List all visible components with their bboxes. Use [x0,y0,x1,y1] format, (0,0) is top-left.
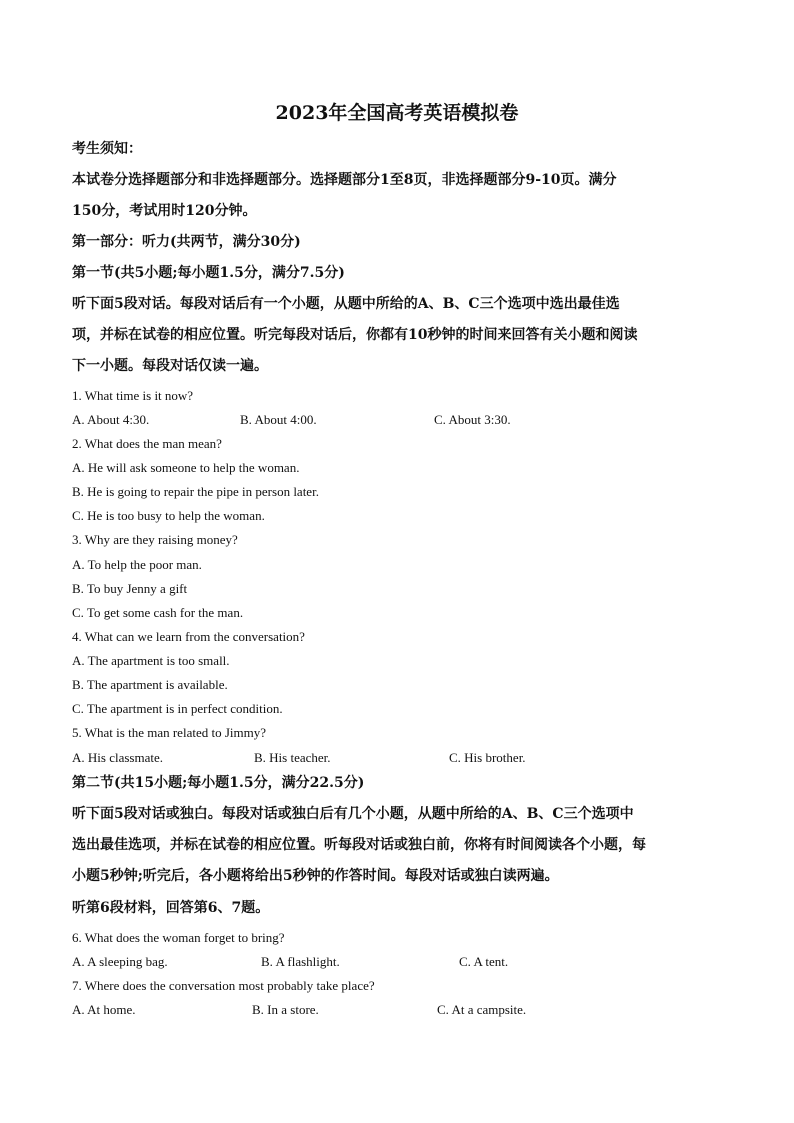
question-4-option-a: A. The apartment is too small. [72,653,230,668]
notice-line-1: 本试卷分选择题部分和非选择题部分。选择题部分1至8页，非选择题部分9-10页。满分 [72,172,617,188]
question-7-option-b: B. In a store. [252,1002,319,1017]
material-6-heading: 听第6段材料，回答第6、7题。 [72,900,270,916]
question-6-option-c: C. A tent. [459,954,509,969]
section2-instruction-2: 选出最佳选项，并标在试卷的相应位置。听每段对话或独白前，你将有时间阅读各个小题，每 [72,837,646,853]
question-3-option-c: C. To get some cash for the man. [72,605,244,620]
question-1-option-a: A. About 4:30. [72,412,150,427]
question-5-option-b: B. His teacher. [254,750,331,765]
question-3-stem: 3. Why are they raising money? [72,532,238,547]
notice-heading: 考生须知： [72,141,142,157]
question-2-option-b: B. He is going to repair the pipe in person later. [72,484,319,499]
section2-heading: 第二节(共15小题;每小题1.5分，满分22.5分) [72,775,365,791]
question-1-option-b: B. About 4:00. [240,412,317,427]
question-4-option-b: B. The apartment is available. [72,677,228,692]
question-6-option-b: B. A flashlight. [261,954,340,969]
question-6-option-a: A. A sleeping bag. [72,954,168,969]
question-2-option-a: A. He will ask someone to help the woman. [72,460,300,475]
part1-heading: 第一部分：听力(共两节，满分30分) [72,234,301,250]
question-3-option-b: B. To buy Jenny a gift [72,581,188,596]
question-7-option-a: A. At home. [72,1002,136,1017]
section1-heading: 第一节(共5小题;每小题1.5分，满分7.5分) [72,265,345,281]
question-1-option-c: C. About 3:30. [434,412,511,427]
question-5-option-c: C. His brother. [449,750,526,765]
section2-instruction-1: 听下面5段对话或独白。每段对话或独白后有几个小题，从题中所给的A、B、C三个选项中 [72,806,634,822]
question-3-option-a: A. To help the poor man. [72,557,202,572]
question-7-option-c: C. At a campsite. [437,1002,527,1017]
notice-line-2: 150分，考试用时120分钟。 [72,203,257,219]
question-2-stem: 2. What does the man mean? [72,436,222,451]
section1-instruction-1: 听下面5段对话。每段对话后有一个小题，从题中所给的A、B、C三个选项中选出最佳选 [72,296,620,312]
question-4-stem: 4. What can we learn from the conversation? [72,629,305,644]
question-5-stem: 5. What is the man related to Jimmy? [72,725,266,740]
question-1-stem: 1. What time is it now? [72,388,194,403]
question-2-option-c: C. He is too busy to help the woman. [72,508,265,523]
question-6-stem: 6. What does the woman forget to bring? [72,930,285,945]
exam-title: 2023年全国高考英语模拟卷 [275,102,519,124]
section1-instruction-3: 下一小题。每段对话仅读一遍。 [72,358,268,374]
section2-instruction-3: 小题5秒钟;听完后，各小题将给出5秒钟的作答时间。每段对话或独白读两遍。 [72,868,559,884]
question-7-stem: 7. Where does the conversation most probably take place? [72,978,375,993]
section1-instruction-2: 项，并标在试卷的相应位置。听完每段对话后，你都有10秒钟的时间来回答有关小题和阅读 [72,327,638,343]
question-4-option-c: C. The apartment is in perfect condition. [72,701,283,716]
question-5-option-a: A. His classmate. [72,750,163,765]
